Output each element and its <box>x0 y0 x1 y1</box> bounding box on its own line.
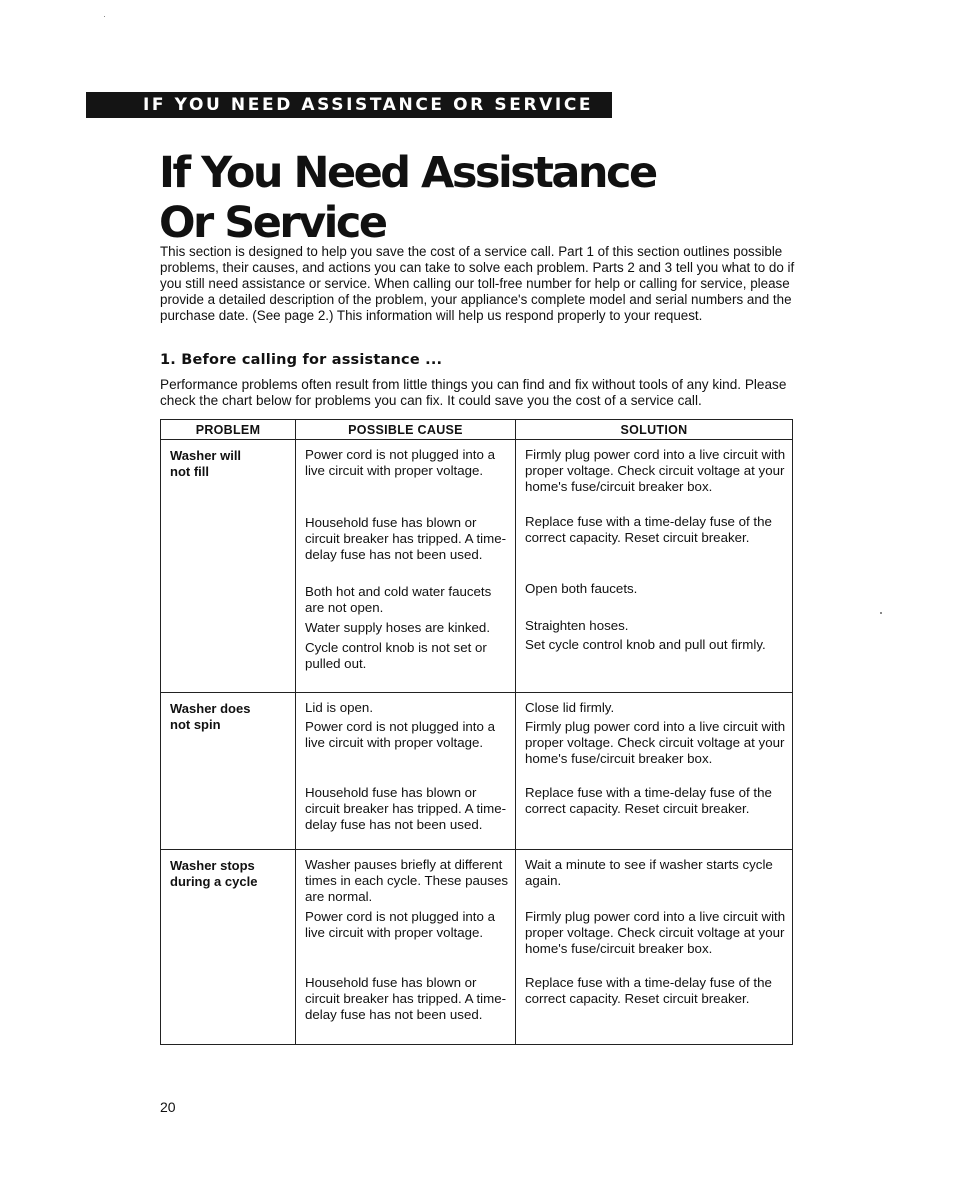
solution-entry: Open both faucets. <box>525 581 638 596</box>
solution-entry: Replace fuse with a time-delay fuse of the correct capacity. Reset circuit breaker. <box>525 514 772 545</box>
column-header-possible-cause: POSSIBLE CAUSE <box>296 420 516 440</box>
cause-entry: Washer pauses briefly at different times in each cycle. These pauses are normal. <box>305 857 509 904</box>
solution-cell <box>516 693 793 850</box>
cause-entry: Both hot and cold water faucets are not open. <box>305 584 492 615</box>
solution-entry: Straighten hoses. <box>525 618 629 633</box>
table-row <box>161 440 793 693</box>
column-header-problem: PROBLEM <box>161 420 296 440</box>
problem-cell: Washer will not fill <box>161 440 296 693</box>
cause-entry: Household fuse has blown or circuit breaker has tripped. A time-delay fuse has not been used. <box>305 515 507 562</box>
solution-cell <box>516 850 793 1045</box>
cause-entry: Household fuse has blown or circuit breaker has tripped. A time-delay fuse has not been used. <box>305 785 507 832</box>
page-title-line-1: If You Need Assistance <box>159 148 656 198</box>
scan-speck <box>104 16 105 17</box>
cause-entry: Water supply hoses are kinked. <box>305 620 491 635</box>
troubleshooting-table <box>160 419 793 1045</box>
page-title <box>159 148 656 248</box>
cause-entry: Lid is open. <box>305 700 374 715</box>
intro-paragraph: This section is designed to help you save the cost of a service call. Part 1 of this section outlines possible problems, their causes, and actions you can take to solve each problem. Parts 2 and 3 tell you what to do if you still need assistance or service. When calling our toll-free number for help or calling for service, please provide a detailed description of the problem, your appliance's complete model and serial numbers and the purchase date. (See page 2.) This information will help us respond properly to your request. <box>160 244 795 324</box>
cause-entry: Household fuse has blown or circuit breaker has tripped. A time-delay fuse has not been used. <box>305 975 507 1022</box>
page-number: 20 <box>160 1099 176 1115</box>
solution-entry: Firmly plug power cord into a live circuit with proper voltage. Check circuit voltage at your home's fuse/circuit breaker box. <box>525 719 786 766</box>
section-intro: Performance problems often result from little things you can find and fix without tools of any kind. Please check the chart below for problems you can fix. It could save you the cost of a service call. <box>160 377 787 408</box>
solution-entry: Set cycle control knob and pull out firmly. <box>525 637 766 652</box>
table-header-row <box>161 420 793 440</box>
page-title-line-2: Or Service <box>159 198 386 248</box>
cause-cell <box>296 850 516 1045</box>
column-header-solution: SOLUTION <box>516 420 793 440</box>
banner-text: IF YOU NEED ASSISTANCE OR SERVICE <box>143 95 594 115</box>
cause-cell <box>296 693 516 850</box>
cause-entry: Cycle control knob is not set or pulled out. <box>305 640 487 671</box>
cause-entry: Power cord is not plugged into a live circuit with proper voltage. <box>305 447 495 478</box>
cause-entry: Power cord is not plugged into a live circuit with proper voltage. <box>305 719 495 750</box>
solution-entry: Firmly plug power cord into a live circuit with proper voltage. Check circuit voltage at your home's fuse/circuit breaker box. <box>525 909 786 956</box>
table-row <box>161 693 793 850</box>
cause-entry: Power cord is not plugged into a live circuit with proper voltage. <box>305 909 495 940</box>
table-row <box>161 850 793 1045</box>
solution-entry: Wait a minute to see if washer starts cycle again. <box>525 857 773 888</box>
section-banner <box>86 92 612 118</box>
solution-entry: Close lid firmly. <box>525 700 615 715</box>
problem-cell: Washer does not spin <box>161 693 296 850</box>
solution-entry: Replace fuse with a time-delay fuse of the correct capacity. Reset circuit breaker. <box>525 785 772 816</box>
scan-speck <box>880 612 882 614</box>
problem-cell: Washer stops during a cycle <box>161 850 296 1045</box>
cause-cell <box>296 440 516 693</box>
solution-entry: Firmly plug power cord into a live circuit with proper voltage. Check circuit voltage at your home's fuse/circuit breaker box. <box>525 447 786 494</box>
solution-entry: Replace fuse with a time-delay fuse of the correct capacity. Reset circuit breaker. <box>525 975 772 1006</box>
solution-cell <box>516 440 793 693</box>
section-heading: 1. Before calling for assistance ... <box>160 352 443 368</box>
